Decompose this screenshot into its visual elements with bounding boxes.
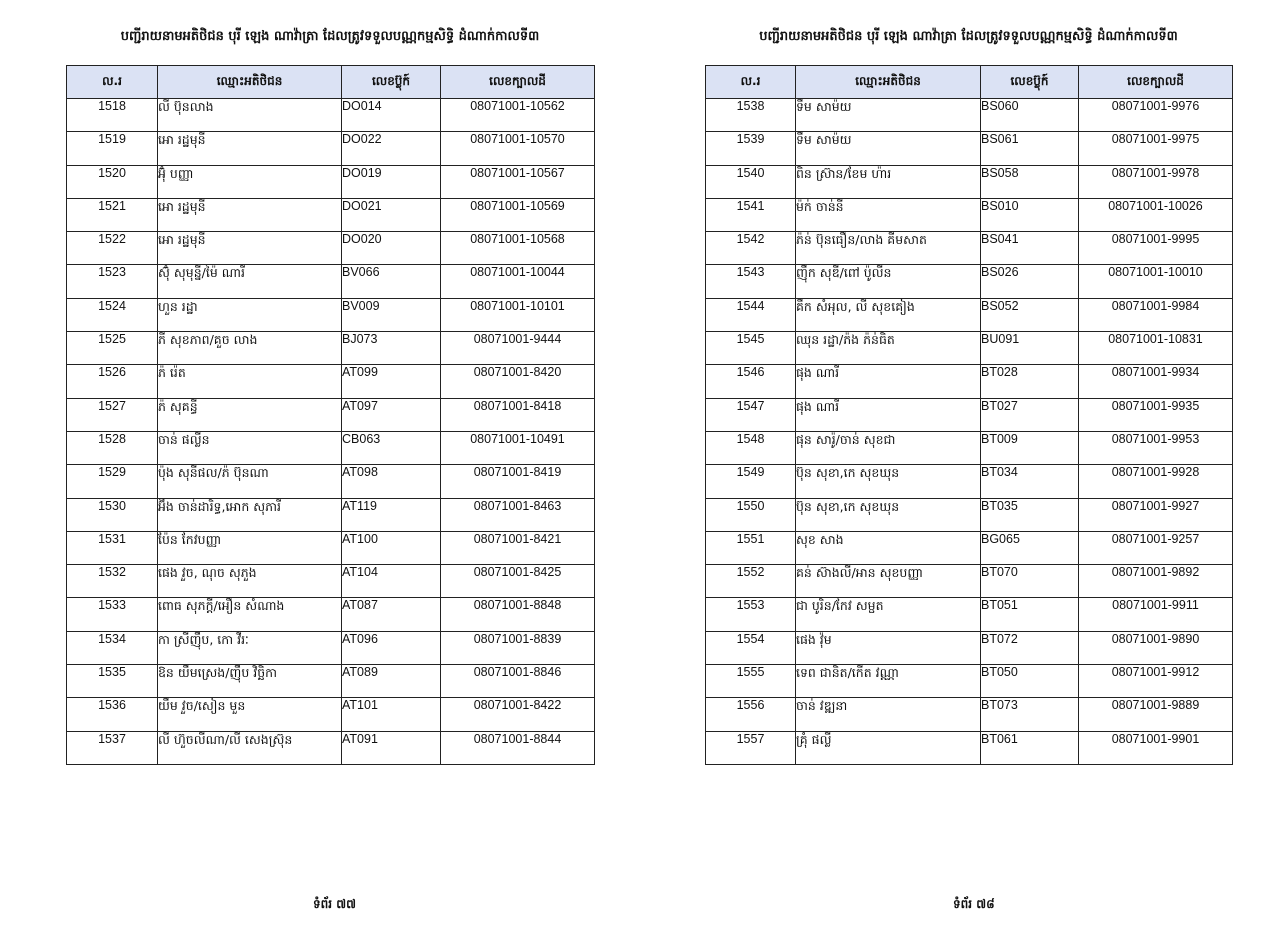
- row-number: 1518: [67, 99, 158, 132]
- block-number: BT061: [981, 731, 1079, 764]
- block-number: BV066: [342, 265, 441, 298]
- block-number: BU091: [981, 332, 1079, 365]
- customer-name: ផេង វួច, ណុច សុភួង: [158, 565, 342, 598]
- row-number: 1520: [67, 165, 158, 198]
- block-number: AT100: [342, 531, 441, 564]
- customer-name: ប៊ុន សុខា,កេ សុខឃុន: [796, 465, 981, 498]
- row-number: 1528: [67, 431, 158, 464]
- row-number: 1525: [67, 332, 158, 365]
- table-header-row: [67, 66, 595, 99]
- table-row: [67, 731, 595, 764]
- row-number: 1536: [67, 698, 158, 731]
- customer-name: អោ រដ្ឋមុនី: [158, 232, 342, 265]
- row-number: 1543: [706, 265, 796, 298]
- customer-name: សុខ សាង: [796, 531, 981, 564]
- parcel-number: 08071001-10562: [441, 99, 595, 132]
- customer-name: ទឹម សាម៉យ: [796, 99, 981, 132]
- table-row: [706, 132, 1233, 165]
- row-number: 1524: [67, 298, 158, 331]
- row-number: 1547: [706, 398, 796, 431]
- parcel-number: 08071001-9984: [1079, 298, 1233, 331]
- customer-table: [705, 65, 1233, 765]
- table-row: [706, 698, 1233, 731]
- table-row: [706, 365, 1233, 398]
- customer-name: ញ៉ឹក សុឌី/ពៅ ប៉ូលីន: [796, 265, 981, 298]
- block-number: AT099: [342, 365, 441, 398]
- table-row: [706, 498, 1233, 531]
- parcel-number: 08071001-10026: [1079, 198, 1233, 231]
- customer-name: ភ៉ រ៉េត: [158, 365, 342, 398]
- parcel-number: 08071001-9889: [1079, 698, 1233, 731]
- table-row: [706, 565, 1233, 598]
- parcel-number: 08071001-9928: [1079, 465, 1233, 498]
- row-number: 1553: [706, 598, 796, 631]
- customer-name: អ៊ុំ បញ្ញា: [158, 165, 342, 198]
- customer-name: ម៉ក់ ចាន់នី: [796, 198, 981, 231]
- block-number: BS041: [981, 232, 1079, 265]
- parcel-number: 08071001-10567: [441, 165, 595, 198]
- page-number: ទំព័រ ៧៧: [313, 897, 356, 911]
- row-number: 1532: [67, 565, 158, 598]
- table-row: [706, 531, 1233, 564]
- row-number: 1530: [67, 498, 158, 531]
- customer-name: ចាន់ វឌ្ឍនា: [796, 698, 981, 731]
- customer-name: ទឹម សាម៉យ: [796, 132, 981, 165]
- table-row: [706, 298, 1233, 331]
- block-number: AT104: [342, 565, 441, 598]
- column-header-parcel: លេខក្បាលដី: [1079, 66, 1233, 99]
- column-header-parcel: លេខក្បាលដី: [441, 66, 595, 99]
- table-row: [67, 565, 595, 598]
- customer-name: ប៉ុង សុនីផល/ភ៉ ប៊ុនណា: [158, 465, 342, 498]
- row-number: 1519: [67, 132, 158, 165]
- customer-name: ភ៉ សុគន្ធី: [158, 398, 342, 431]
- row-number: 1534: [67, 631, 158, 664]
- block-number: AT096: [342, 631, 441, 664]
- parcel-number: 08071001-9912: [1079, 665, 1233, 698]
- table-row: [706, 731, 1233, 764]
- parcel-number: 08071001-10568: [441, 232, 595, 265]
- document-title: បញ្ជីរាយនាមអតិថិជន បុរី ឡេង ណាវ៉ាត្រា ដែលត្រូវទទួលបណ្ណកម្មសិទ្ធិ ដំណាក់កាលទី៣: [759, 29, 1178, 44]
- table-row: [67, 698, 595, 731]
- parcel-number: 08071001-10569: [441, 198, 595, 231]
- block-number: BT050: [981, 665, 1079, 698]
- customer-name: កា ស្រីញ៉ឹប, កោ វីរៈ: [158, 631, 342, 664]
- column-header-no: ល.រ: [67, 66, 158, 99]
- block-number: DO020: [342, 232, 441, 265]
- row-number: 1555: [706, 665, 796, 698]
- row-number: 1537: [67, 731, 158, 764]
- block-number: BT073: [981, 698, 1079, 731]
- row-number: 1527: [67, 398, 158, 431]
- row-number: 1529: [67, 465, 158, 498]
- customer-table: [66, 65, 595, 765]
- parcel-number: 08071001-9976: [1079, 99, 1233, 132]
- table-row: [67, 531, 595, 564]
- table-row: [706, 398, 1233, 431]
- table-row: [706, 265, 1233, 298]
- block-number: BS026: [981, 265, 1079, 298]
- table-row: [67, 598, 595, 631]
- row-number: 1541: [706, 198, 796, 231]
- parcel-number: 08071001-9890: [1079, 631, 1233, 664]
- row-number: 1526: [67, 365, 158, 398]
- row-number: 1552: [706, 565, 796, 598]
- block-number: DO014: [342, 99, 441, 132]
- customer-name: ភី សុខភាព/គួច លាង: [158, 332, 342, 365]
- parcel-number: 08071001-8418: [441, 398, 595, 431]
- table-row: [67, 665, 595, 698]
- table-row: [706, 165, 1233, 198]
- parcel-number: 08071001-9911: [1079, 598, 1233, 631]
- block-number: BJ073: [342, 332, 441, 365]
- customer-name: អ៊ឹង ចាន់ដារិទ្ធ,អោក សុភារី: [158, 498, 342, 531]
- table-row: [67, 198, 595, 231]
- page-78: [640, 0, 1280, 949]
- row-number: 1539: [706, 132, 796, 165]
- parcel-number: 08071001-10101: [441, 298, 595, 331]
- block-number: AT101: [342, 698, 441, 731]
- parcel-number: 08071001-9935: [1079, 398, 1233, 431]
- row-number: 1554: [706, 631, 796, 664]
- block-number: BS052: [981, 298, 1079, 331]
- parcel-number: 08071001-8839: [441, 631, 595, 664]
- customer-name: គ្រុំ ផល្លី: [796, 731, 981, 764]
- customer-name: ភ៉ន់ ប៊ុនធឿន/លាង គីមសាត: [796, 232, 981, 265]
- row-number: 1544: [706, 298, 796, 331]
- block-number: AT119: [342, 498, 441, 531]
- row-number: 1551: [706, 531, 796, 564]
- block-number: AT091: [342, 731, 441, 764]
- block-number: BS061: [981, 132, 1079, 165]
- parcel-number: 08071001-8422: [441, 698, 595, 731]
- block-number: AT097: [342, 398, 441, 431]
- table-row: [706, 631, 1233, 664]
- row-number: 1550: [706, 498, 796, 531]
- parcel-number: 08071001-9978: [1079, 165, 1233, 198]
- block-number: BT035: [981, 498, 1079, 531]
- customer-name: ស៊ុំ សុមុន្នី/ម៉ៃ ណារី: [158, 265, 342, 298]
- table-row: [67, 332, 595, 365]
- row-number: 1533: [67, 598, 158, 631]
- block-number: BS058: [981, 165, 1079, 198]
- parcel-number: 08071001-10491: [441, 431, 595, 464]
- block-number: BT070: [981, 565, 1079, 598]
- customer-name: ពោធ សុភក្តី/អឿន សំណាង: [158, 598, 342, 631]
- parcel-number: 08071001-9444: [441, 332, 595, 365]
- parcel-number: 08071001-9995: [1079, 232, 1233, 265]
- parcel-number: 08071001-9934: [1079, 365, 1233, 398]
- parcel-number: 08071001-10010: [1079, 265, 1233, 298]
- customer-name: ផុង ណារី: [796, 398, 981, 431]
- row-number: 1535: [67, 665, 158, 698]
- customer-name: លី ហ៊ួចលីណា/លី សេងស្រ៊ុន: [158, 731, 342, 764]
- parcel-number: 08071001-8419: [441, 465, 595, 498]
- table-row: [706, 431, 1233, 464]
- parcel-number: 08071001-8463: [441, 498, 595, 531]
- parcel-number: 08071001-10044: [441, 265, 595, 298]
- customer-name: ឈុន រដ្ឋា/ភ៉ង ភ៉ន់ធិត: [796, 332, 981, 365]
- table-row: [706, 665, 1233, 698]
- parcel-number: 08071001-9927: [1079, 498, 1233, 531]
- table-row: [706, 99, 1233, 132]
- row-number: 1545: [706, 332, 796, 365]
- customer-name: ប៊ុន សុខា,កេ សុខឃុន: [796, 498, 981, 531]
- table-row: [67, 165, 595, 198]
- customer-name: លី ប៊ុនលាង: [158, 99, 342, 132]
- row-number: 1557: [706, 731, 796, 764]
- row-number: 1523: [67, 265, 158, 298]
- parcel-number: 08071001-8846: [441, 665, 595, 698]
- table-row: [67, 431, 595, 464]
- customer-name: ចាន់ ផល្លីន: [158, 431, 342, 464]
- block-number: BT009: [981, 431, 1079, 464]
- customer-name: ហួន រដ្ឋា: [158, 298, 342, 331]
- table-body: [67, 99, 595, 765]
- row-number: 1522: [67, 232, 158, 265]
- table-row: [67, 298, 595, 331]
- row-number: 1546: [706, 365, 796, 398]
- parcel-number: 08071001-9901: [1079, 731, 1233, 764]
- customer-name: ជា បូរិន/កែវ សម្ផត: [796, 598, 981, 631]
- customer-name: យឹម វួច/សៀន មួន: [158, 698, 342, 731]
- block-number: BT028: [981, 365, 1079, 398]
- document-title: បញ្ជីរាយនាមអតិថិជន បុរី ឡេង ណាវ៉ាត្រា ដែលត្រូវទទួលបណ្ណកម្មសិទ្ធិ ដំណាក់កាលទី៣: [120, 29, 540, 44]
- table-row: [67, 398, 595, 431]
- table-row: [706, 332, 1233, 365]
- customer-name: ផុង ណារី: [796, 365, 981, 398]
- column-header-name: ឈ្មោះអតិថិជន: [796, 66, 981, 99]
- page-number: ទំព័រ ៧៨: [953, 897, 995, 911]
- block-number: BS060: [981, 99, 1079, 132]
- table-row: [67, 365, 595, 398]
- block-number: BT051: [981, 598, 1079, 631]
- row-number: 1556: [706, 698, 796, 731]
- customer-name: អោ រដ្ឋមុនី: [158, 198, 342, 231]
- table-header-row: [706, 66, 1233, 99]
- block-number: BV009: [342, 298, 441, 331]
- parcel-number: 08071001-8848: [441, 598, 595, 631]
- table-row: [706, 198, 1233, 231]
- block-number: BT072: [981, 631, 1079, 664]
- block-number: BS010: [981, 198, 1079, 231]
- customer-name: ទេព ជានិត/កើត វណ្ណា: [796, 665, 981, 698]
- table-body: [706, 99, 1233, 765]
- table-row: [706, 232, 1233, 265]
- customer-name: ផុន សារ៉ូ/ចាន់ សុខជា: [796, 431, 981, 464]
- block-number: CB063: [342, 431, 441, 464]
- row-number: 1521: [67, 198, 158, 231]
- table-row: [67, 631, 595, 664]
- table-row: [67, 265, 595, 298]
- parcel-number: 08071001-9257: [1079, 531, 1233, 564]
- block-number: BT034: [981, 465, 1079, 498]
- parcel-number: 08071001-10831: [1079, 332, 1233, 365]
- block-number: AT098: [342, 465, 441, 498]
- customer-name: គន់ ស៊ាងលី/អាន សុខបញ្ញា: [796, 565, 981, 598]
- block-number: AT087: [342, 598, 441, 631]
- customer-name: ពិន ស្រ៊ាន/ខែម ហ៉ារ: [796, 165, 981, 198]
- block-number: DO022: [342, 132, 441, 165]
- table-row: [706, 598, 1233, 631]
- column-header-no: ល.រ: [706, 66, 796, 99]
- customer-name: ផេង វ៉ុម: [796, 631, 981, 664]
- table-row: [67, 232, 595, 265]
- parcel-number: 08071001-8425: [441, 565, 595, 598]
- table-row: [67, 498, 595, 531]
- row-number: 1549: [706, 465, 796, 498]
- table-row: [706, 465, 1233, 498]
- parcel-number: 08071001-10570: [441, 132, 595, 165]
- parcel-number: 08071001-9892: [1079, 565, 1233, 598]
- customer-name: ប៉ែន កែវបញ្ញា: [158, 531, 342, 564]
- row-number: 1538: [706, 99, 796, 132]
- parcel-number: 08071001-8844: [441, 731, 595, 764]
- table-row: [67, 99, 595, 132]
- row-number: 1540: [706, 165, 796, 198]
- column-header-name: ឈ្មោះអតិថិជន: [158, 66, 342, 99]
- row-number: 1548: [706, 431, 796, 464]
- parcel-number: 08071001-9975: [1079, 132, 1233, 165]
- column-header-block: លេខប៊្លុក៍: [342, 66, 441, 99]
- customer-name: អោ រដ្ឋមុនី: [158, 132, 342, 165]
- parcel-number: 08071001-8421: [441, 531, 595, 564]
- row-number: 1531: [67, 531, 158, 564]
- table-row: [67, 465, 595, 498]
- customer-name: ឱន យឹមស្រេង/ញ៉ឹប វិច្ឆិកា: [158, 665, 342, 698]
- parcel-number: 08071001-9953: [1079, 431, 1233, 464]
- block-number: AT089: [342, 665, 441, 698]
- customer-name: គឹក សំអុល, លី សុខគៀង: [796, 298, 981, 331]
- table-row: [67, 132, 595, 165]
- block-number: DO021: [342, 198, 441, 231]
- column-header-block: លេខប៊្លុក៍: [981, 66, 1079, 99]
- block-number: DO019: [342, 165, 441, 198]
- block-number: BT027: [981, 398, 1079, 431]
- parcel-number: 08071001-8420: [441, 365, 595, 398]
- block-number: BG065: [981, 531, 1079, 564]
- row-number: 1542: [706, 232, 796, 265]
